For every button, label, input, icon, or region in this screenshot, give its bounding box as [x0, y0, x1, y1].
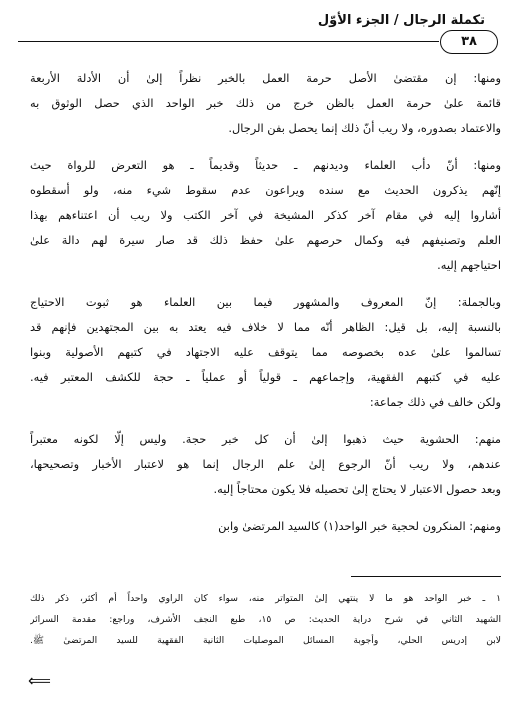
footnotes	[30, 588, 501, 651]
text-line: احتياجهم إليه.	[437, 258, 501, 272]
paragraph	[30, 427, 501, 502]
text-line: أشاروا إليه في مقام آخر كذكر المشيخة في آخر الكتب ولا ريب أن اعتناءهم بهذا	[30, 208, 501, 222]
footnote-line: لابن إدريس الحلي، وأجوبة المسائل الموصليات الثانية الفقهية للسيد المرتضىٰ ﷺ.	[30, 635, 501, 646]
text-line: بالنسبة إليه، بل قيل: الظاهر أنّه مما لا خلاف فيه يعتد به بين المجتهدين فإنهم قد	[30, 320, 501, 334]
text-line: العلم وتصنيفهم فيه وكمال حرصهم علىٰ حفظ ذلك قد صار سيرة لهم دالة علىٰ	[30, 233, 501, 247]
text-line: ومنهم: المنكرون لحجية خبر الواحد(١) كالسيد المرتضىٰ وابن	[218, 519, 501, 533]
running-header-title: تكملة الرجال / الجزء الأوّل	[317, 13, 485, 28]
paragraph	[30, 66, 501, 141]
page-number-badge: ٣٨	[440, 30, 498, 54]
text-line: عندهم، ولا ريب أنّ الرجوع إلىٰ علم الرجال إنما هو لاعتبار الأخبار وتصحيحها،	[30, 457, 501, 471]
footnote-line: ١ ـ خبر الواحد هو ما لا ينتهي إلىٰ المتواتر منه، سواء كان الراوي واحداً أم أكثر، ذكر ذلك	[30, 593, 501, 604]
footnote-line: الشهيد الثاني في شرح دراية الحديث: ص ١٥، طبع النجف الأشرف، وراجع: مقدمة السرائر	[30, 614, 501, 625]
body-text	[30, 66, 501, 551]
paragraph	[30, 153, 501, 278]
text-line: وبالجملة: إنّ المعروف والمشهور فيما بين العلماء هو ثبوت الاحتياج	[30, 295, 501, 309]
text-line: منهم: الحشوية حيث ذهبوا إلىٰ أن كل خبر حجة. وليس إلّا لكونه معتبراً	[30, 432, 501, 446]
text-line: والاعتماد بصدوره، ولا ريب أنّ ذلك إنما يحصل بفن الرجال.	[228, 121, 501, 135]
text-line: ومنها: إن مقتضىٰ الأصل حرمة العمل بالخبر نظراً إلىٰ أن الأدلة الأربعة	[30, 71, 501, 85]
text-line: قائمة علىٰ حرمة العمل بالظن خرج من ذلك خبر الواحد الذي حصل الوثوق به	[30, 96, 501, 110]
text-line: عليه في كتبهم الفقهية، وإجماعهم ـ قولياً أو عملياً ـ حجة للكشف المعتبر فيه.	[30, 370, 501, 384]
continue-arrow-icon: ⟸	[28, 671, 51, 690]
paragraph	[30, 514, 501, 539]
text-line: ولكن خالف في ذلك جماعة:	[369, 395, 501, 409]
header-rule	[18, 41, 439, 42]
paragraph	[30, 290, 501, 415]
text-line: تسالموا علىٰ عده بخصوصه مما يتوقف عليه الاجتهاد في كتبهم الأصولية وبنوا	[30, 345, 501, 359]
footnote-separator	[351, 576, 501, 577]
text-line: إنّهم يذكرون الحديث مع سنده ويراعون عدم سقوط شيء منه، ولو أسقطوه	[30, 183, 501, 197]
text-line: ومنها: أنّ دأب العلماء وديدنهم ـ حديثاً وقديماً ـ هو التعرض للرواة حيث	[30, 158, 501, 172]
text-line: وبعد حصول الاعتبار لا يحتاج إلىٰ تحصيله فلا يكون محتاجاً إليه.	[213, 482, 501, 496]
